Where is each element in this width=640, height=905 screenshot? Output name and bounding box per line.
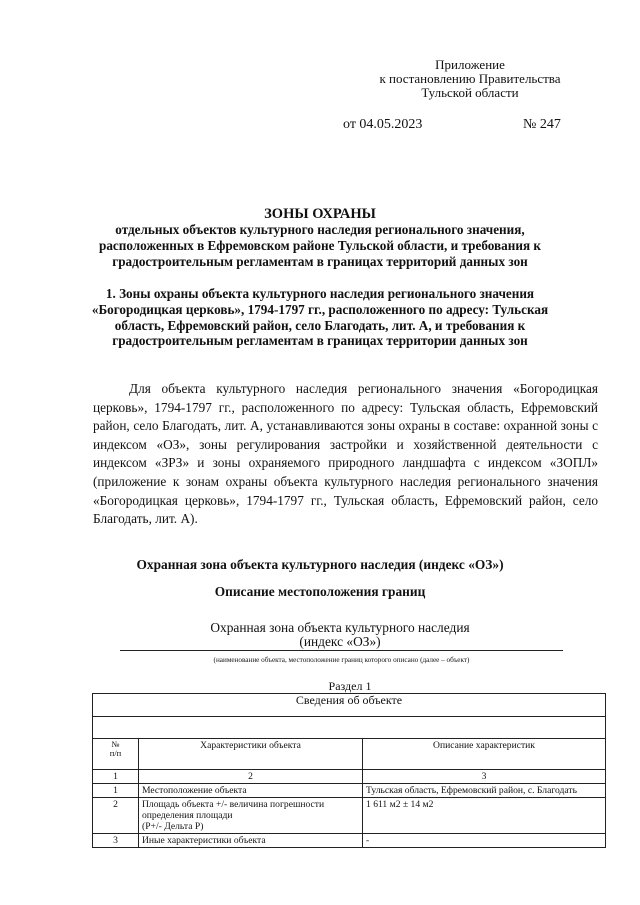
description-heading: Описание местоположения границ [214, 584, 426, 599]
appendix-line-1: Приложение [435, 57, 505, 72]
table-index-row [93, 770, 606, 784]
table-row [93, 834, 606, 848]
table-row [93, 798, 606, 834]
row-number: 1 [93, 784, 139, 798]
intro-paragraph: Для объекта культурного наследия регионального значения «Богородицкая церковь», 1794-1797 гг., расположенного по адресу: Тульская область, Ефремовский район, село Благодать, лит. А, устанавливаются зоны охраны в составе: охранной зоны с индексом «ОЗ», зоны регулирования застройки и хозяйственной деятельности с индексом «ЗРЗ» и зоны охраняемого природного ландшафта с индексом «ЗОПЛ» (приложение к зонам охраны объекта культурного наследия регионального значения «Богородицкая церковь», 1794-1797 гг., Тульская область, Ефремовский район, село Благодать, лит. А). [93, 381, 598, 527]
row-description: 1 611 м2 ± 14 м2 [363, 798, 606, 834]
table-empty-row [93, 717, 606, 739]
index-cell: 3 [363, 770, 606, 784]
header-num: № п/п [93, 739, 139, 770]
row-characteristic: Иные характеристики объекта [139, 834, 363, 848]
object-info-table [92, 693, 606, 848]
table-header-row [93, 739, 606, 770]
object-name-caption: (наименование объекта, местоположение границ которого описано (далее – объект) [213, 656, 470, 664]
table-row [93, 784, 606, 798]
row-number: 3 [93, 834, 139, 848]
index-cell: 1 [93, 770, 139, 784]
zone-heading: Охранная зона объекта культурного наследия (индекс «ОЗ») [136, 557, 504, 572]
section-label: Раздел 1 [328, 679, 372, 693]
table-title-row [93, 694, 606, 717]
object-name-line-2: (индекс «ОЗ») [299, 634, 381, 649]
section-1-title: 1. Зоны охраны объекта культурного наследия регионального значения «Богородицкая церковь», 1794-1797 гг., расположенного по адресу: Тульская область, Ефремовский район, село Благодать, лит. А, и требования к градостроительным регламентам в границах территории данных зон [91, 286, 549, 349]
row-characteristic: Площадь объекта +/- величина погрешности определения площади (Р+/- Дельта Р) [139, 798, 363, 834]
index-cell: 2 [139, 770, 363, 784]
resolution-date: от 04.05.2023 [343, 117, 423, 132]
resolution-number: № 247 [523, 117, 561, 132]
object-name [120, 621, 560, 649]
object-name-line-1: Охранная зона объекта культурного наследия [210, 620, 470, 635]
table-title: Сведения об объекте [93, 694, 606, 717]
appendix-line-3: Тульской области [421, 85, 519, 100]
row-description: Тульская область, Ефремовский район, с. Благодать [363, 784, 606, 798]
header-characteristic: Характеристики объекта [139, 739, 363, 770]
row-description: - [363, 834, 606, 848]
row-characteristic: Местоположение объекта [139, 784, 363, 798]
object-name-underline [120, 650, 563, 651]
row-number: 2 [93, 798, 139, 834]
appendix-block [320, 58, 620, 100]
header-description: Описание характеристик [363, 739, 606, 770]
document-title: ЗОНЫ ОХРАНЫ [264, 206, 376, 222]
document-subtitle: отдельных объектов культурного наследия регионального значения, расположенных в Ефремовском районе Тульской области, и требования к градостроительным регламентам в границах территорий данных зон [98, 222, 541, 269]
appendix-line-2: к постановлению Правительства [379, 71, 561, 86]
